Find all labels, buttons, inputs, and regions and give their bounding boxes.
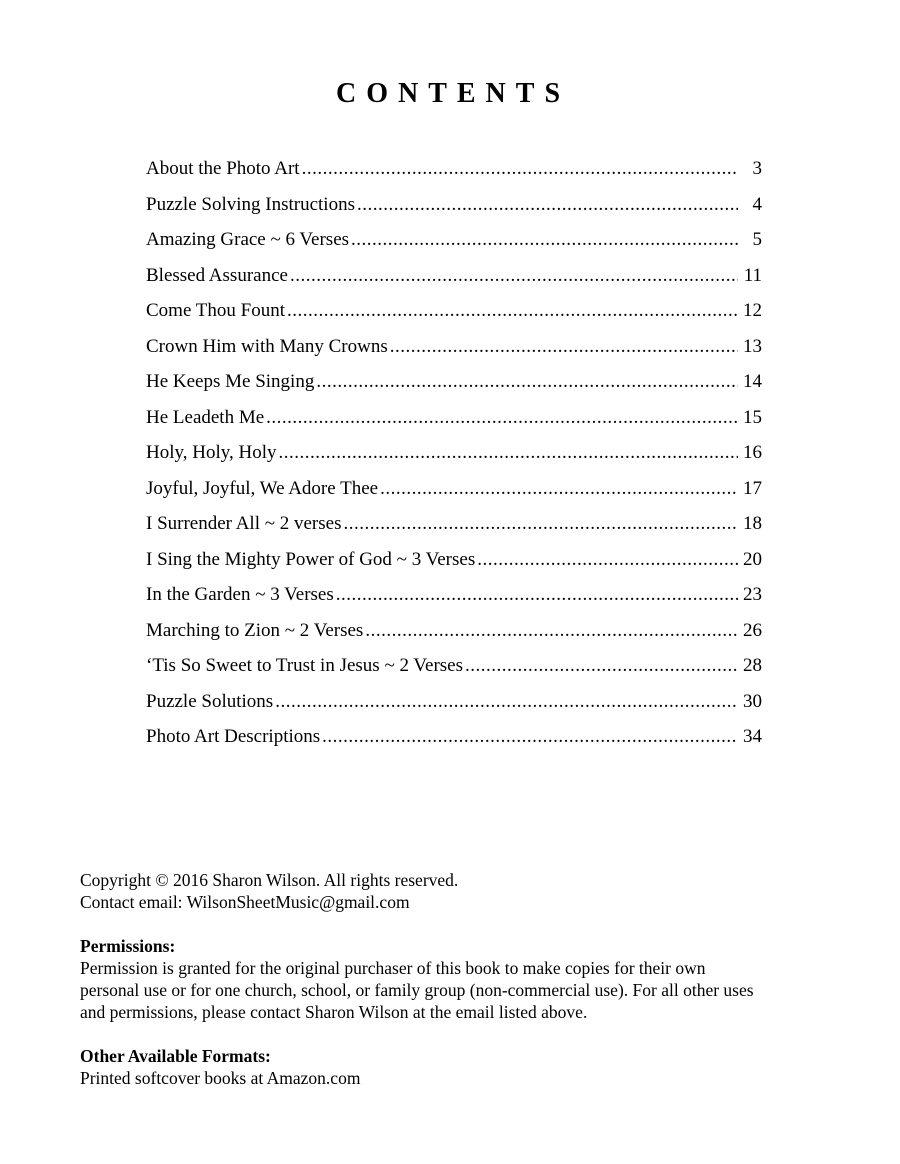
toc-leader-dots [365, 620, 738, 642]
permissions-heading: Permissions: [80, 936, 176, 956]
toc-leader-dots [275, 691, 738, 713]
toc-entry-title: ‘Tis So Sweet to Trust in Jesus ~ 2 Verses [146, 655, 463, 676]
toc-leader-dots [465, 655, 738, 677]
toc-leader-dots [380, 478, 738, 500]
toc-entry-page: 4 [752, 193, 762, 215]
toc-entry-title: Holy, Holy, Holy [146, 442, 277, 463]
toc-entry-title: Blessed Assurance [146, 264, 288, 286]
toc-entry-title: In the Garden ~ 3 Verses [146, 584, 334, 605]
formats-heading: Other Available Formats: [80, 1046, 271, 1066]
toc-entry [146, 407, 762, 443]
toc-leader-dots [266, 407, 738, 429]
toc-entry-page: 3 [752, 158, 762, 179]
toc-entry-page: 16 [743, 442, 762, 463]
toc-entry-page: 15 [743, 406, 762, 428]
toc-leader-dots [322, 726, 738, 748]
toc-entry-page: 13 [743, 335, 762, 357]
toc-leader-dots [357, 194, 738, 216]
toc-entry-title: Amazing Grace ~ 6 Verses [146, 229, 350, 250]
toc-entry-page: 20 [743, 548, 762, 570]
toc-entry-title: Puzzle Solving Instructions [146, 193, 355, 215]
toc-entry-title: I Surrender All ~ 2 verses [146, 513, 342, 534]
toc-entry [146, 478, 762, 514]
toc-leader-dots [302, 158, 738, 180]
toc-leader-dots [477, 549, 738, 571]
toc-leader-dots [343, 513, 738, 535]
toc-entry-title: Come Thou Fount [146, 300, 285, 321]
toc-entry-title: He Keeps Me Singing [146, 371, 315, 392]
toc-entry [146, 194, 762, 230]
toc-entry [146, 726, 762, 762]
toc-entry [146, 300, 762, 336]
toc-entry-page: 34 [743, 726, 762, 747]
toc-leader-dots [390, 336, 738, 358]
toc-entry-page: 23 [743, 584, 762, 605]
toc-entry-page: 12 [743, 300, 762, 321]
toc-entry-title: Puzzle Solutions [146, 690, 274, 712]
toc-entry-title: Joyful, Joyful, We Adore Thee [146, 477, 379, 499]
spacer [80, 913, 840, 935]
toc-entry [146, 620, 762, 656]
toc-entry-title: Marching to Zion ~ 2 Verses [146, 619, 364, 641]
spacer [80, 1023, 840, 1045]
toc-entry [146, 655, 762, 691]
toc-entry-page: 28 [743, 655, 762, 676]
toc-entry-page: 11 [743, 264, 762, 286]
toc-entry [146, 336, 762, 372]
page-title: CONTENTS [335, 78, 571, 109]
toc-entry-page: 17 [743, 477, 762, 499]
toc-leader-dots [279, 442, 738, 464]
toc-entry [146, 229, 762, 265]
toc-entry-title: Photo Art Descriptions [146, 726, 321, 747]
toc-entry-title: Crown Him with Many Crowns [146, 335, 388, 357]
footer [80, 869, 840, 1089]
toc-entry-page: 5 [752, 229, 762, 250]
toc-leader-dots [316, 371, 738, 393]
toc-entry [146, 442, 762, 478]
toc-entry-title: He Leadeth Me [146, 406, 265, 428]
toc-leader-dots [351, 229, 738, 251]
toc-entry-page: 14 [743, 371, 762, 392]
toc-entry [146, 513, 762, 549]
permissions-text-line: Permission is granted for the original purchaser of this book to make copies for their own [80, 958, 706, 978]
formats-text-line: Printed softcover books at Amazon.com [80, 1068, 361, 1088]
toc-entry-page: 26 [743, 619, 762, 641]
table-of-contents [146, 158, 762, 762]
permissions-text-line: personal use or for one church, school, or family group (non-commercial use). For all other uses [80, 980, 754, 1000]
contact-email-line: Contact email: WilsonSheetMusic@gmail.com [80, 892, 410, 912]
toc-leader-dots [290, 265, 738, 287]
toc-entry-page: 30 [743, 690, 762, 712]
copyright-line: Copyright © 2016 Sharon Wilson. All rights reserved. [80, 870, 459, 890]
toc-entry-page: 18 [743, 513, 762, 534]
toc-entry [146, 371, 762, 407]
toc-leader-dots [336, 584, 738, 606]
toc-leader-dots [287, 300, 738, 322]
toc-entry [146, 158, 762, 194]
toc-entry [146, 584, 762, 620]
permissions-text-line: and permissions, please contact Sharon Wilson at the email listed above. [80, 1002, 588, 1022]
toc-entry [146, 549, 762, 585]
toc-entry-title: I Sing the Mighty Power of God ~ 3 Verses [146, 548, 476, 570]
toc-entry [146, 691, 762, 727]
toc-entry [146, 265, 762, 301]
toc-entry-title: About the Photo Art [146, 158, 300, 179]
